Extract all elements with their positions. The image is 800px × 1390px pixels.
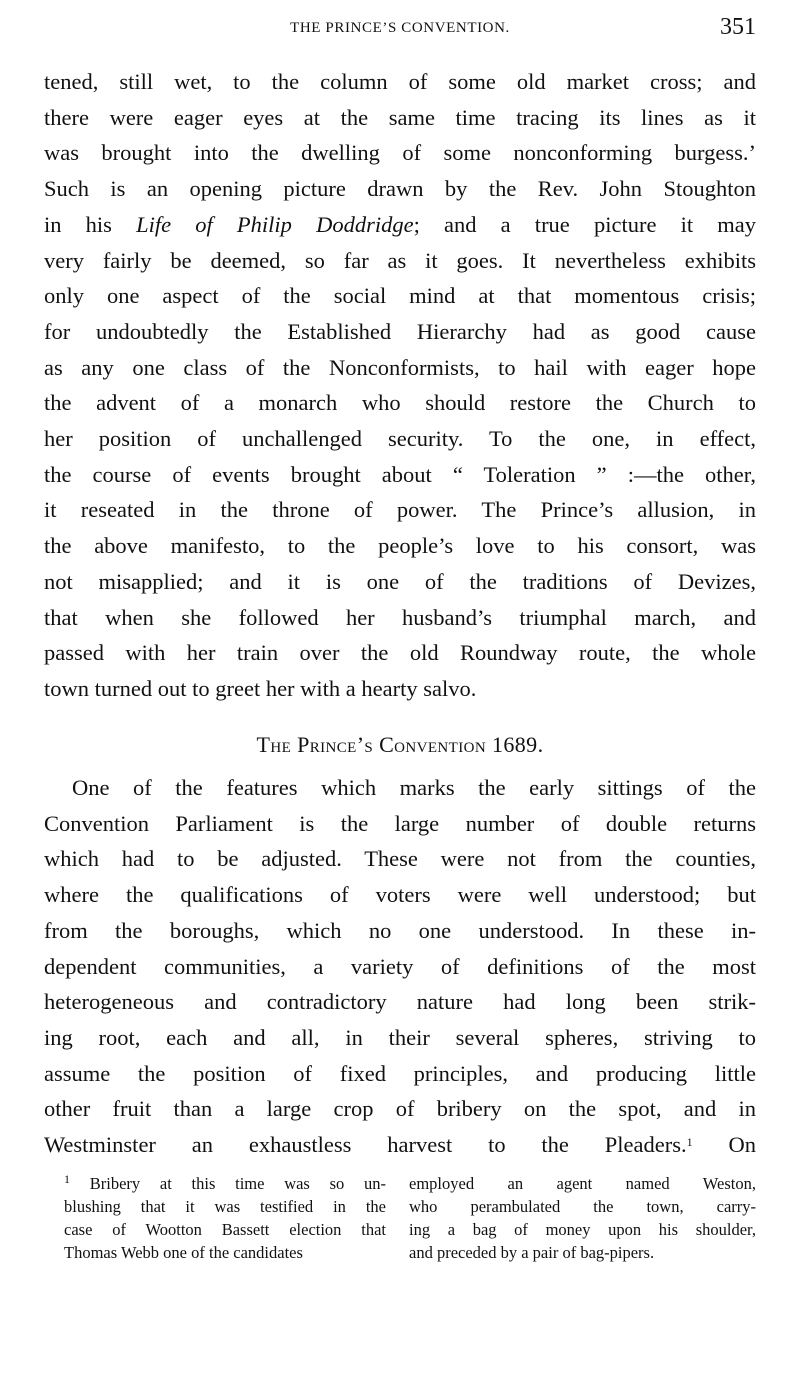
text-line: in his Life of Philip Doddridge; and a true picture it may [44, 211, 756, 237]
footnote-right-column [409, 1172, 756, 1264]
footnote-reference[interactable]: 1 [686, 1135, 693, 1150]
text-line: for undoubtedly the Established Hierarchy had as good cause [44, 318, 756, 344]
footnote-line: blushing that it was testified in the [64, 1197, 386, 1216]
text-line: was brought into the dwelling of some nonconforming burgess.’ [44, 140, 756, 166]
text-line: which had to be adjusted. These were not from the counties, [44, 846, 756, 872]
text-line: other fruit than a large crop of bribery on the spot, and in [44, 1096, 756, 1122]
text-line: the above manifesto, to the people’s love to his consort, was [44, 533, 756, 559]
page-number: 351 [720, 14, 756, 40]
footnote-left-column [64, 1172, 386, 1264]
section-heading [44, 732, 756, 758]
text-line: tened, still wet, to the column of some old market cross; and [44, 69, 756, 94]
text-line: heterogeneous and contradictory nature had long been strik- [44, 989, 756, 1015]
text-line: the course of events brought about “ Toleration ” :—the other, [44, 461, 756, 487]
book-title-italic: Life of Philip Doddridge [136, 211, 414, 237]
text-line: her position of unchallenged security. To the one, in effect, [44, 426, 756, 452]
footnote-line: ing a bag of money upon his shoulder, [409, 1220, 756, 1239]
text-line: very fairly be deemed, so far as it goes. It nevertheless exhibits [44, 247, 756, 273]
running-title: THE PRINCE’S CONVENTION. [290, 20, 510, 36]
paragraph-convention [44, 770, 756, 1163]
footnote-line: $^1$ Bribery at this time was so un- [64, 1172, 386, 1193]
footnote-line: Thomas Webb one of the candidates [64, 1243, 303, 1262]
text-line: One of the features which marks the early sittings of the [72, 775, 756, 800]
section-heading-year: 1689. [491, 732, 544, 757]
text-line: where the qualifications of voters were well understood; but [44, 882, 756, 908]
text-line: not misapplied; and it is one of the traditions of Devizes, [44, 568, 756, 594]
text-line: assume the position of fixed principles, and producing little [44, 1060, 756, 1086]
text-line: Such is an opening picture drawn by the Rev. John Stoughton [44, 176, 756, 202]
footnote-line: case of Wootton Bassett election that [64, 1220, 386, 1239]
text-line: that when she followed her husband’s triumphal march, and [44, 604, 756, 630]
text-line: ing root, each and all, in their several spheres, striving to [44, 1024, 756, 1050]
footnote-line: and preceded by a pair of bag-pipers. [409, 1243, 655, 1262]
text-line: from the boroughs, which no one understood. In these in- [44, 917, 756, 943]
text-line: as any one class of the Nonconformists, to hail with eager hope [44, 354, 756, 380]
text-line: it reseated in the throne of power. The Prince’s allusion, in [44, 497, 756, 523]
running-head [44, 14, 756, 44]
text-line: there were eager eyes at the same time tracing its lines as it [44, 104, 756, 130]
text-line: dependent communities, a variety of definitions of the most [44, 953, 756, 979]
text-line: town turned out to greet her with a hearty salvo. [44, 675, 477, 701]
footnote-line: who perambulated the town, carry- [409, 1197, 756, 1216]
text-line: Convention Parliament is the large number of double returns [44, 810, 756, 836]
text-line: only one aspect of the social mind at that momentous crisis; [44, 283, 756, 309]
text-line: the advent of a monarch who should restore the Church to [44, 390, 756, 416]
paragraph-continued [44, 64, 756, 707]
text-line: Westminster an exhaustless harvest to the Pleaders.$^1$ On [44, 1132, 757, 1158]
section-heading-title: The Prince’s Convention [256, 732, 487, 757]
footnote-marker: 1 [64, 1172, 70, 1186]
footnote-line: employed an agent named Weston, [409, 1174, 756, 1193]
text-line: passed with her train over the old Roundway route, the whole [44, 640, 756, 666]
